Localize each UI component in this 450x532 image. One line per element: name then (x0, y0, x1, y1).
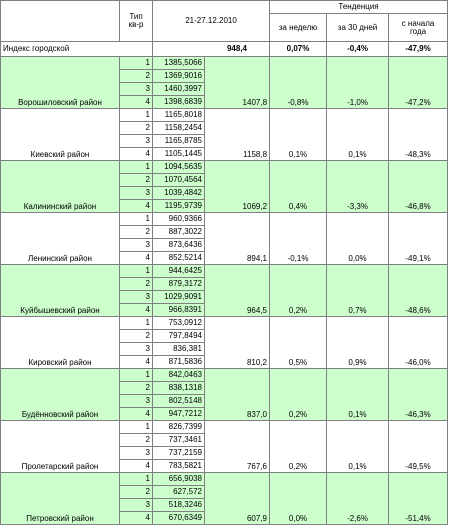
district-average: 607,9 (205, 473, 270, 525)
room-type: 1 (120, 213, 153, 226)
room-type: 1 (120, 57, 153, 70)
per-week-header: за неделю (270, 14, 327, 42)
district-year: -49,5% (389, 421, 448, 473)
room-type: 1 (120, 109, 153, 122)
room-type: 2 (120, 70, 153, 83)
district-name: Куйбышевский район (1, 265, 120, 317)
room-type: 2 (120, 382, 153, 395)
district-name: Пролетарский район (1, 421, 120, 473)
district-name: Ворошиловский район (1, 57, 120, 109)
room-type: 1 (120, 161, 153, 174)
room-price: 1165,8785 (153, 135, 205, 148)
room-price: 1369,9016 (153, 70, 205, 83)
room-type: 4 (120, 512, 153, 525)
district-30-days: -3,3% (327, 161, 389, 213)
room-price: 879,3172 (153, 278, 205, 291)
room-type: 2 (120, 122, 153, 135)
room-type: 4 (120, 356, 153, 369)
district-name: Будённовский район (1, 369, 120, 421)
room-type: 3 (120, 447, 153, 460)
room-price: 1398,6839 (153, 96, 205, 109)
room-price: 518,3246 (153, 499, 205, 512)
room-type: 2 (120, 174, 153, 187)
room-price: 1039,4842 (153, 187, 205, 200)
room-price: 873,6436 (153, 239, 205, 252)
room-type: 1 (120, 265, 153, 278)
room-type: 4 (120, 148, 153, 161)
district-name: Кировский район (1, 317, 120, 369)
index-year: -47,9% (389, 42, 448, 57)
table-row (1, 161, 448, 174)
district-average: 767,6 (205, 421, 270, 473)
room-price: 871,5836 (153, 356, 205, 369)
since-start-label-sub: года (409, 26, 427, 36)
district-name: Калининский район (1, 161, 120, 213)
district-average: 837,0 (205, 369, 270, 421)
type-label-sub: кв-р (128, 20, 144, 29)
room-price: 838,1318 (153, 382, 205, 395)
room-type: 4 (120, 96, 153, 109)
room-price: 826,7399 (153, 421, 205, 434)
district-year: -47,2% (389, 57, 448, 109)
room-type: 3 (120, 343, 153, 356)
district-week: -0,8% (270, 57, 327, 109)
district-week: 0,2% (270, 369, 327, 421)
room-type: 2 (120, 226, 153, 239)
room-type: 3 (120, 135, 153, 148)
room-price: 1070,4564 (153, 174, 205, 187)
room-price: 1029,9091 (153, 291, 205, 304)
room-price: 783,5821 (153, 460, 205, 473)
room-type: 1 (120, 317, 153, 330)
room-price: 960,9366 (153, 213, 205, 226)
date-range-header: 21-27.12.2010 (153, 1, 270, 42)
table-row (1, 213, 448, 226)
room-price: 1195,9739 (153, 200, 205, 213)
district-30-days: 0,7% (327, 265, 389, 317)
district-week: -0,1% (270, 213, 327, 265)
district-week: 0,2% (270, 421, 327, 473)
district-week: 0,2% (270, 265, 327, 317)
district-30-days: -1,0% (327, 57, 389, 109)
room-type: 4 (120, 304, 153, 317)
room-price: 1385,5066 (153, 57, 205, 70)
district-year: -46,0% (389, 317, 448, 369)
district-average: 1069,2 (205, 161, 270, 213)
per-30-days-header: за 30 дней (327, 14, 389, 42)
district-name: Киевский район (1, 109, 120, 161)
room-price: 1460,3997 (153, 83, 205, 96)
room-type: 4 (120, 460, 153, 473)
table-row (1, 265, 448, 278)
room-type: 1 (120, 369, 153, 382)
room-price: 656,9038 (153, 473, 205, 486)
district-year: -46,3% (389, 369, 448, 421)
district-year: -48,6% (389, 265, 448, 317)
room-price: 836,381 (153, 343, 205, 356)
room-price: 852,5214 (153, 252, 205, 265)
room-price: 737,3461 (153, 434, 205, 447)
table-row (1, 473, 448, 486)
room-price: 802,5148 (153, 395, 205, 408)
room-price: 887,3022 (153, 226, 205, 239)
blank-header-cell (1, 1, 120, 42)
room-price: 944,6425 (153, 265, 205, 278)
room-price: 737,2159 (153, 447, 205, 460)
room-type: 1 (120, 421, 153, 434)
district-year: -48,3% (389, 109, 448, 161)
room-price: 1165,8018 (153, 109, 205, 122)
room-type: 3 (120, 83, 153, 96)
table-row (1, 421, 448, 434)
since-start-header (389, 14, 448, 42)
room-type: 2 (120, 434, 153, 447)
index-value: 948,4 (153, 42, 270, 57)
trend-header: Тенденция (270, 1, 448, 14)
district-year: -49,1% (389, 213, 448, 265)
room-type: 4 (120, 200, 153, 213)
room-price: 627,572 (153, 486, 205, 499)
table-row (1, 109, 448, 122)
since-start-label: с начала (401, 18, 435, 28)
district-average: 1158,8 (205, 109, 270, 161)
district-week: 0,5% (270, 317, 327, 369)
district-30-days: 0,9% (327, 317, 389, 369)
room-price: 1094,5635 (153, 161, 205, 174)
room-price: 797,8494 (153, 330, 205, 343)
room-type: 3 (120, 395, 153, 408)
district-week: 0,1% (270, 109, 327, 161)
room-price: 1158,2454 (153, 122, 205, 135)
index-week: 0,07% (270, 42, 327, 57)
index-label: Индекс городской (1, 42, 153, 57)
room-price: 842,0463 (153, 369, 205, 382)
district-year: -51,4% (389, 473, 448, 525)
room-type: 2 (120, 278, 153, 291)
district-average: 1407,8 (205, 57, 270, 109)
district-week: 0,0% (270, 473, 327, 525)
district-week: 0,4% (270, 161, 327, 213)
room-type: 2 (120, 330, 153, 343)
type-label: Тип (129, 12, 143, 21)
district-30-days: -2,6% (327, 473, 389, 525)
district-average: 964,5 (205, 265, 270, 317)
room-type: 3 (120, 239, 153, 252)
district-name: Петровский район (1, 473, 120, 525)
district-average: 810,2 (205, 317, 270, 369)
room-type: 1 (120, 473, 153, 486)
district-30-days: 0,0% (327, 213, 389, 265)
table-row (1, 369, 448, 382)
room-price: 947,7212 (153, 408, 205, 421)
room-type: 4 (120, 252, 153, 265)
table-row (1, 317, 448, 330)
room-type: 3 (120, 499, 153, 512)
room-type: 2 (120, 486, 153, 499)
district-year: -46,8% (389, 161, 448, 213)
room-price: 966,8391 (153, 304, 205, 317)
room-price: 670,6349 (153, 512, 205, 525)
table-row (1, 57, 448, 70)
room-type: 3 (120, 187, 153, 200)
index-30-days: -0,4% (327, 42, 389, 57)
district-30-days: 0,1% (327, 421, 389, 473)
room-type: 3 (120, 291, 153, 304)
district-name: Ленинский район (1, 213, 120, 265)
district-30-days: 0,1% (327, 369, 389, 421)
room-price: 753,0912 (153, 317, 205, 330)
room-type: 4 (120, 408, 153, 421)
type-column-header (120, 1, 153, 42)
district-average: 894,1 (205, 213, 270, 265)
room-price: 1105,1445 (153, 148, 205, 161)
district-30-days: 0,1% (327, 109, 389, 161)
